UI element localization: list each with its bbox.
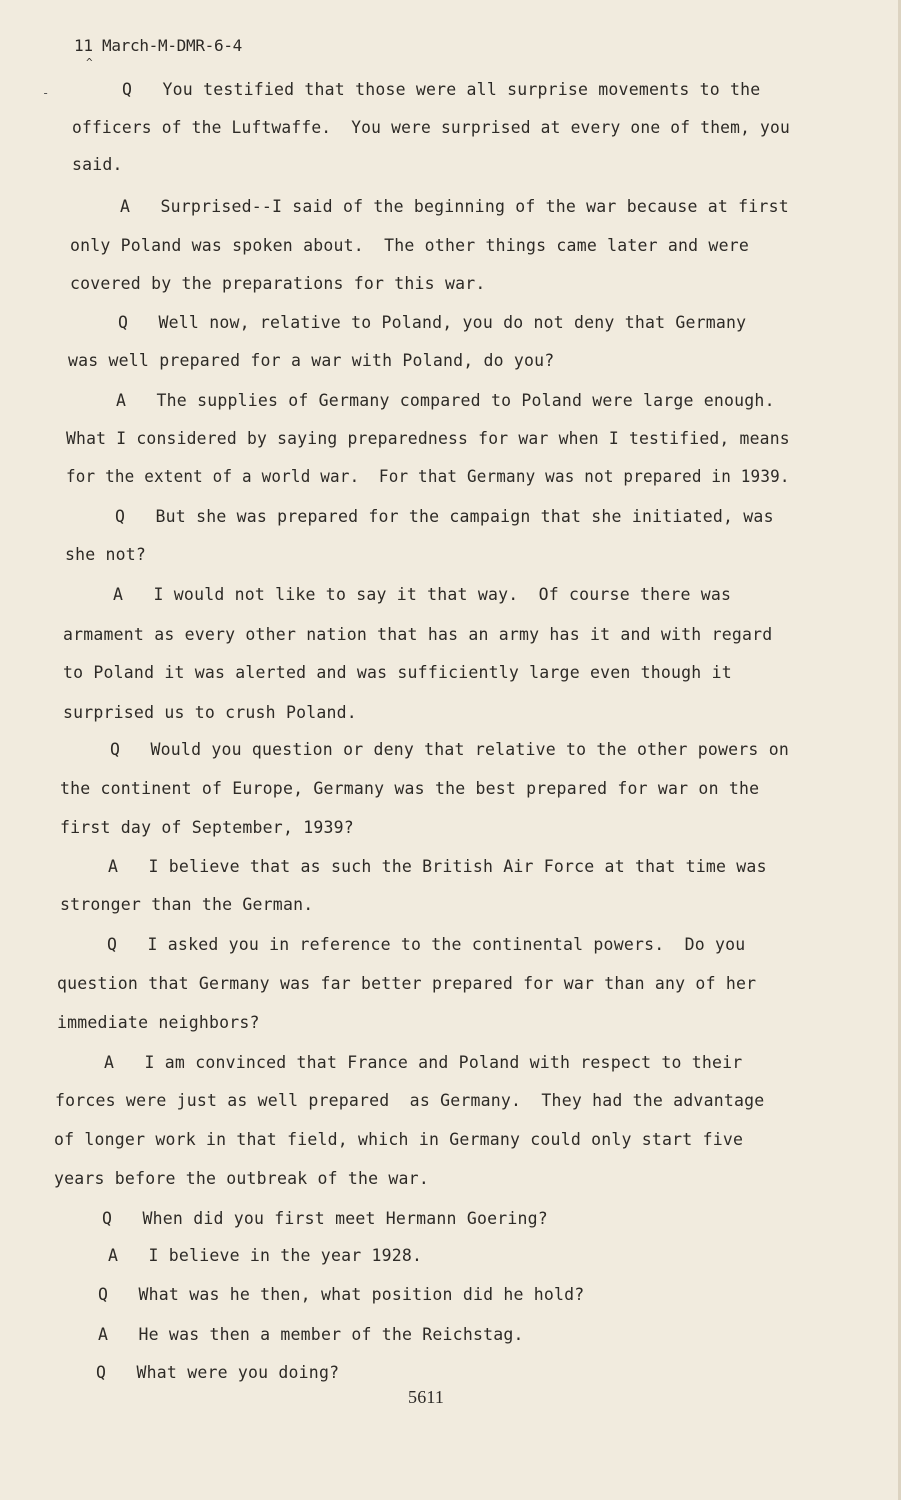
transcript-line: A I am convinced that France and Poland with respect to their (104, 1053, 743, 1072)
transcript-line: question that Germany was far better prepared for war than any of her (57, 974, 757, 993)
transcript-line: Q What was he then, what position did he hold? (98, 1285, 585, 1304)
transcript-line: to Poland it was alerted and was sufficiently large even though it (63, 663, 732, 682)
transcript-line: covered by the preparations for this war. (70, 274, 486, 293)
transcript-line: A Surprised--I said of the beginning of the war because at first (120, 197, 789, 216)
transcript-line: officers of the Luftwaffe. You were surprised at every one of them, you (72, 118, 790, 137)
transcript-line: immediate neighbors? (57, 1013, 260, 1032)
transcript-line: A The supplies of Germany compared to Poland were large enough. (116, 391, 775, 410)
transcript-line: she not? (65, 545, 147, 564)
caret-mark-icon: ^ (86, 56, 93, 69)
transcript-line: Q But she was prepared for the campaign that she initiated, was (115, 507, 774, 526)
transcript-line: A I would not like to say it that way. Of course there was (113, 585, 732, 604)
transcript-line: armament as every other nation that has an army has it and with regard (63, 625, 773, 644)
transcript-line: Q When did you first meet Hermann Goering? (102, 1209, 548, 1228)
transcript-line: A I believe that as such the British Air Force at that time was (108, 857, 767, 876)
transcript-line: Q You testified that those were all surprise movements to the (122, 80, 761, 99)
transcript-line: A He was then a member of the Reichstag. (98, 1325, 524, 1344)
transcript-line: of longer work in that field, which in Germany could only start five (54, 1130, 744, 1149)
transcript-line: What I considered by saying preparedness for war when I testified, means (66, 429, 790, 448)
transcript-line: surprised us to crush Poland. (63, 703, 357, 722)
transcript-line: first day of September, 1939? (60, 818, 354, 837)
transcript-line: was well prepared for a war with Poland, do you? (68, 351, 555, 370)
transcript-line: A I believe in the year 1928. (108, 1246, 423, 1265)
margin-mark-icon: - (42, 86, 50, 100)
transcript-line: Q Well now, relative to Poland, you do not deny that Germany (118, 313, 747, 332)
transcript-line: only Poland was spoken about. The other things came later and were (70, 236, 749, 255)
transcript-line: stronger than the German. (60, 895, 314, 914)
transcript-line: Q Would you question or deny that relative to the other powers on (110, 740, 789, 759)
transcript-line: forces were just as well prepared as Germany. They had the advantage (55, 1091, 765, 1110)
document-header: 11 March-M-DMR-6-4 (74, 36, 242, 55)
transcript-line: Q I asked you in reference to the continental powers. Do you (107, 935, 746, 954)
transcript-line: for the extent of a world war. For that Germany was not prepared in 1939. (66, 467, 790, 486)
transcript-line: the continent of Europe, Germany was the best prepared for war on the (60, 779, 760, 798)
transcript-line: said. (72, 155, 123, 174)
transcript-line: years before the outbreak of the war. (54, 1169, 429, 1188)
transcript-line: Q What were you doing? (96, 1363, 340, 1382)
page-number: 5611 (408, 1387, 445, 1407)
